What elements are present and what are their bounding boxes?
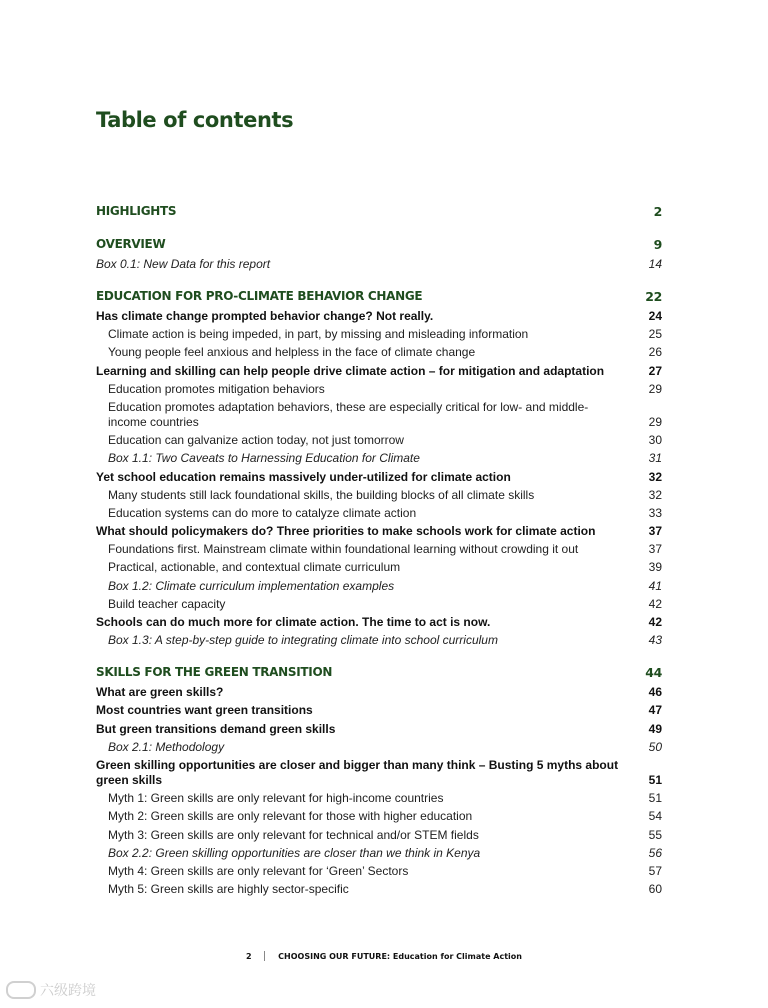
toc-entry-page: 42: [648, 596, 662, 611]
watermark: [6, 980, 96, 1000]
toc-entry-page: 29: [648, 414, 662, 429]
toc-entry-label: Most countries want green transitions: [96, 703, 313, 718]
toc-entry[interactable]: [96, 524, 662, 539]
toc-entry-label: OVERVIEW: [96, 237, 166, 251]
toc-entry-page: 27: [648, 363, 662, 378]
toc-entry[interactable]: [96, 433, 662, 448]
toc-entry[interactable]: [96, 633, 662, 648]
toc-section-heading[interactable]: [96, 236, 662, 253]
watermark-text: 六级跨境: [40, 983, 96, 999]
toc-entry[interactable]: [96, 864, 662, 879]
toc-entry-page: 37: [648, 542, 662, 557]
page-footer: [0, 951, 768, 961]
toc-entry-page: 49: [648, 721, 662, 736]
toc-entry[interactable]: [96, 703, 662, 718]
toc-entry[interactable]: [96, 809, 662, 824]
toc-entry[interactable]: [96, 506, 662, 521]
toc-entry-page: 31: [648, 451, 662, 466]
toc-entry-page: 42: [648, 615, 662, 629]
toc-entry-label: Many students still lack foundational skills, the building blocks of all climate skills: [108, 487, 535, 502]
toc-entry-page: 51: [648, 791, 662, 806]
toc-entry-page: 29: [648, 381, 662, 396]
toc-entry[interactable]: [96, 740, 662, 755]
toc-section-heading[interactable]: [96, 664, 662, 681]
toc-section: [96, 203, 662, 220]
toc-entry-label: Build teacher capacity: [108, 596, 226, 611]
toc-entry-page: 56: [648, 845, 662, 860]
toc-entry-label: What should policymakers do? Three priorities to make schools work for climate action: [96, 524, 596, 539]
toc-entry-page: 25: [648, 327, 662, 342]
toc-entry-label: Education systems can do more to catalyze climate action: [108, 505, 417, 520]
toc-section: [96, 236, 662, 272]
toc-entry[interactable]: [96, 327, 662, 342]
toc-entry-page: 43: [648, 633, 662, 648]
toc-entry-page: 32: [648, 487, 662, 502]
toc-entry[interactable]: [96, 382, 662, 397]
footer-running-title: CHOOSING OUR FUTURE: Education for Climate Action: [278, 952, 522, 961]
toc-entry-page: 55: [648, 827, 662, 842]
toc-entry-page: 9: [653, 237, 662, 252]
toc-entry[interactable]: [96, 451, 662, 466]
toc-entry-page: 46: [648, 685, 662, 700]
table-of-contents: [96, 203, 662, 913]
toc-entry-label: Box 2.2: Green skilling opportunities are closer than we think in Kenya: [108, 845, 481, 860]
toc-entry-label: Myth 4: Green skills are only relevant for ‘Green’ Sectors: [108, 863, 409, 878]
toc-entry-page: 50: [648, 739, 662, 754]
toc-entry-label: Myth 5: Green skills are highly sector-specific: [108, 882, 349, 897]
toc-entry-page: 51: [648, 772, 662, 787]
toc-entry-page: 60: [648, 882, 662, 897]
toc-entry-page: 30: [648, 433, 662, 448]
toc-entry-label: Climate action is being impeded, in part, by missing and misleading information: [108, 327, 529, 342]
toc-entry-page: 44: [645, 665, 662, 681]
toc-entry-label: Myth 1: Green skills are only relevant for high-income countries: [108, 791, 444, 806]
toc-entry-label: Education can galvanize action today, not just tomorrow: [108, 433, 404, 448]
footer-divider: [264, 951, 265, 961]
toc-entry-page: 26: [648, 345, 662, 360]
toc-entry-label: Myth 3: Green skills are only relevant for technical and/or STEM fields: [108, 827, 479, 842]
toc-entry-page: 39: [648, 560, 662, 575]
toc-entry-label: Young people feel anxious and helpless in the face of climate change: [108, 345, 476, 360]
toc-entry[interactable]: [96, 579, 662, 594]
toc-entry-page: 57: [648, 863, 662, 878]
toc-entry[interactable]: [96, 560, 662, 575]
toc-entry[interactable]: [96, 400, 662, 430]
toc-entry[interactable]: [96, 615, 662, 630]
toc-entry[interactable]: [96, 722, 662, 737]
toc-entry-label: Box 2.1: Methodology: [108, 739, 225, 754]
page-title: Table of contents: [96, 108, 294, 132]
toc-section: [96, 664, 662, 897]
toc-entry-label: Myth 2: Green skills are only relevant for those with higher education: [108, 809, 473, 824]
toc-entry[interactable]: [96, 257, 662, 272]
toc-entry-label: Box 0.1: New Data for this report: [96, 257, 271, 271]
toc-section: [96, 288, 662, 648]
toc-entry[interactable]: [96, 846, 662, 861]
watermark-logo-icon: [6, 981, 36, 999]
toc-entry[interactable]: [96, 470, 662, 485]
toc-section-heading[interactable]: [96, 203, 662, 220]
toc-entry-label: Practical, actionable, and contextual climate curriculum: [108, 560, 401, 575]
toc-entry-label: Box 1.3: A step-by-step guide to integrating climate into school curriculum: [108, 633, 498, 648]
toc-entry-label: Has climate change prompted behavior change? Not really.: [96, 309, 434, 323]
toc-entry-page: 22: [645, 289, 662, 304]
toc-entry-label: Box 1.2: Climate curriculum implementation examples: [108, 578, 395, 593]
toc-entry-label: SKILLS FOR THE GREEN TRANSITION: [96, 665, 333, 680]
toc-entry[interactable]: [96, 309, 662, 324]
toc-entry-page: 2: [653, 204, 662, 219]
toc-entry-label: Box 1.1: Two Caveats to Harnessing Education for Climate: [108, 451, 420, 466]
toc-entry[interactable]: [96, 488, 662, 503]
toc-entry-label: Yet school education remains massively under-utilized for climate action: [96, 469, 511, 484]
toc-entry-label: Schools can do much more for climate action. The time to act is now.: [96, 615, 491, 629]
toc-entry-label: What are green skills?: [96, 685, 224, 700]
toc-entry-page: 54: [648, 809, 662, 824]
toc-entry[interactable]: [96, 758, 662, 788]
toc-entry-label: EDUCATION FOR PRO-CLIMATE BEHAVIOR CHANGE: [96, 289, 423, 303]
toc-entry-label: But green transitions demand green skills: [96, 721, 336, 736]
footer-page-number: 2: [246, 952, 252, 961]
toc-entry[interactable]: [96, 597, 662, 612]
toc-entry[interactable]: [96, 364, 662, 379]
toc-entry[interactable]: [96, 685, 662, 700]
toc-entry[interactable]: [96, 828, 662, 843]
toc-entry-page: 33: [648, 505, 662, 520]
toc-entry[interactable]: [96, 542, 662, 557]
toc-entry-page: 41: [648, 578, 662, 593]
toc-entry-label: Education promotes mitigation behaviors: [108, 381, 325, 396]
toc-entry[interactable]: [96, 882, 662, 897]
toc-entry-label: Foundations first. Mainstream climate within foundational learning without crowding it out: [108, 542, 579, 557]
toc-entry-label: Green skilling opportunities are closer and bigger than many think – Busting 5 myths about green skills: [96, 757, 619, 787]
toc-entry-page: 47: [648, 703, 662, 718]
toc-entry-label: Education promotes adaptation behaviors, these are especially critical for low- and middle-income countries: [108, 399, 589, 429]
toc-entry-page: 24: [648, 309, 662, 323]
toc-entry[interactable]: [96, 345, 662, 360]
toc-section-heading[interactable]: [96, 288, 662, 305]
toc-entry-label: HIGHLIGHTS: [96, 204, 177, 218]
toc-entry-page: 14: [648, 257, 662, 271]
toc-entry[interactable]: [96, 791, 662, 806]
toc-entry-label: Learning and skilling can help people drive climate action – for mitigation and adaptation: [96, 363, 605, 378]
toc-entry-page: 32: [648, 469, 662, 484]
toc-entry-page: 37: [648, 524, 662, 539]
